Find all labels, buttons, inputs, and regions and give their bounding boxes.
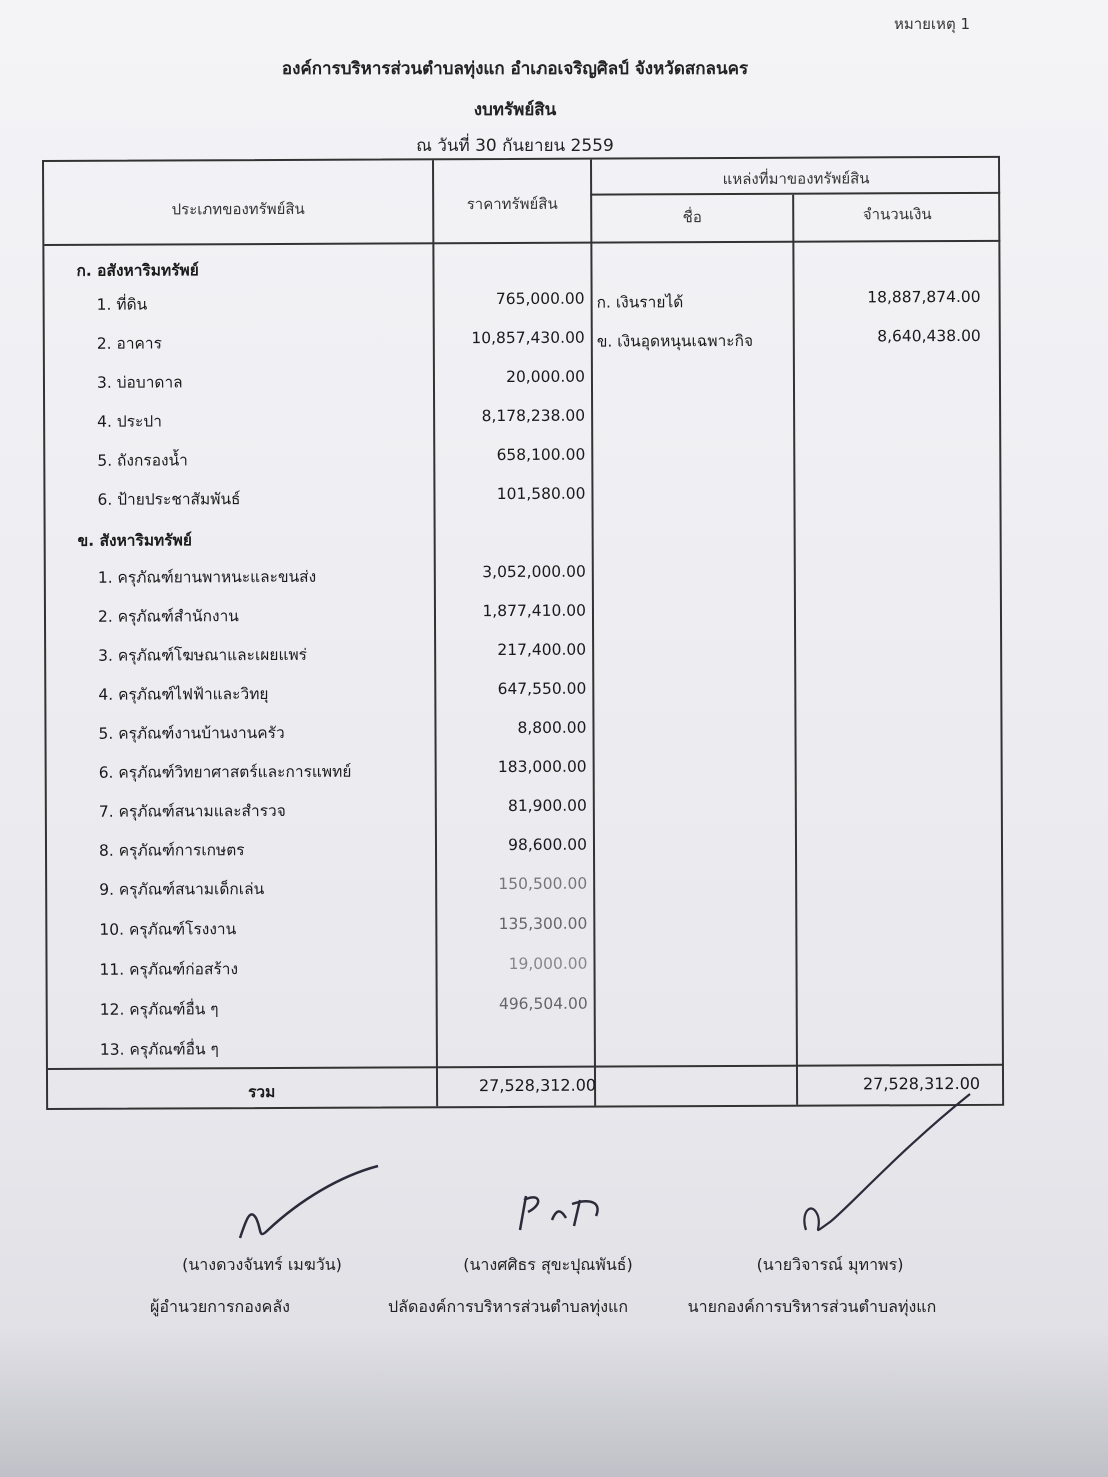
table-row (46, 600, 1004, 642)
table-row (45, 327, 1003, 369)
table-row (45, 288, 1003, 330)
signature-1-icon (240, 1166, 378, 1238)
asset-value: 658,100.00 (496, 445, 586, 465)
asset-value: 10,857,430.00 (471, 328, 585, 348)
header-asset-price: ราคาทรัพย์สิน (466, 194, 558, 214)
table-row (45, 444, 1003, 486)
header-asset-source: แหล่งที่มาของทรัพย์สิน (722, 169, 870, 189)
total-value: 27,528,312.00 (478, 1075, 597, 1096)
asset-value: 8,800.00 (517, 718, 587, 737)
asset-name: 6. ครุภัณฑ์วิทยาศาสตร์และการแพทย์ (98, 762, 352, 782)
table-row (47, 953, 1005, 995)
asset-value: 3,052,000.00 (482, 562, 586, 582)
statement-date: ณ วันที่ 30 กันยายน 2559 (416, 136, 614, 156)
table-row (46, 561, 1004, 603)
asset-name: 11. ครุภัณฑ์ก่อสร้าง (99, 960, 239, 979)
group-movable-heading: ข. สังหาริมทรัพย์ (77, 531, 192, 550)
signature-1-title: ผู้อำนวยการกองคลัง (150, 1297, 290, 1316)
asset-name: 7. ครุภัณฑ์สนามและสำรวจ (98, 801, 286, 821)
table-row (45, 405, 1003, 447)
table-row (47, 913, 1005, 955)
source-amount: 8,640,438.00 (877, 326, 981, 346)
note-label: หมายเหตุ 1 (893, 15, 970, 33)
asset-name: 3. บ่อบาดาล (96, 373, 183, 392)
source-name: ก. เงินรายได้ (596, 293, 684, 312)
header-bottom-line (44, 240, 1000, 246)
asset-name: 5. ถังกรองน้ำ (97, 451, 188, 470)
asset-value (446, 1035, 588, 1036)
asset-value: 496,504.00 (498, 994, 588, 1014)
table-row (47, 834, 1005, 876)
signature-1-name: (นางดวงจันทร์ เมฆวัน) (182, 1255, 342, 1274)
asset-value: 101,580.00 (496, 484, 586, 504)
asset-name: 12. ครุภัณฑ์อื่น ๆ (99, 1000, 219, 1019)
signature-marks (0, 1080, 1108, 1260)
asset-name: 3. ครุภัณฑ์โฆษณาและเผยแพร่ (98, 645, 308, 665)
table-row (47, 795, 1005, 837)
asset-name: 1. ที่ดิน (96, 295, 148, 314)
header-source-name: ชื่อ (682, 208, 702, 227)
asset-name: 2. อาคาร (96, 334, 162, 353)
asset-name: 4. ครุภัณฑ์ไฟฟ้าและวิทยุ (98, 685, 269, 704)
table-row (46, 639, 1004, 681)
asset-value: 183,000.00 (497, 757, 587, 777)
asset-value: 20,000.00 (506, 367, 585, 386)
subheader-line (590, 192, 1000, 196)
statement-title: งบทรัพย์สิน (473, 100, 557, 120)
header-source-amount: จำนวนเงิน (862, 205, 932, 224)
asset-value: 217,400.00 (497, 640, 587, 660)
signature-2-icon (520, 1196, 598, 1230)
total-label: รวม (248, 1082, 276, 1102)
table-row (45, 483, 1003, 525)
signature-2-title: ปลัดองค์การบริหารส่วนตำบลทุ่งแก (388, 1297, 628, 1316)
org-heading: องค์การบริหารส่วนตำบลทุ่งแก อำเภอเจริญศิลป์ จังหวัดสกลนคร (281, 59, 749, 79)
signature-2-name: (นางศศิธร สุขะปุณพันธ์) (463, 1255, 633, 1274)
asset-value: 8,178,238.00 (481, 406, 586, 426)
asset-name: 1. ครุภัณฑ์ยานพาหนะและขนส่ง (97, 567, 317, 587)
table-row (47, 873, 1005, 915)
asset-name: 4. ประปา (97, 412, 162, 431)
asset-value: 1,877,410.00 (482, 601, 587, 621)
asset-name: 13. ครุภัณฑ์อื่น ๆ (99, 1040, 219, 1059)
page-shadow (0, 1330, 1108, 1477)
asset-value: 135,300.00 (498, 914, 588, 934)
table-row (48, 1033, 1006, 1075)
asset-value: 19,000.00 (508, 954, 588, 973)
asset-value: 81,900.00 (507, 796, 587, 815)
asset-name: 6. ป้ายประชาสัมพันธ์ (97, 490, 241, 509)
asset-name: 5. ครุภัณฑ์งานบ้านงานครัว (98, 723, 285, 743)
table-row (46, 678, 1004, 720)
group-immovable-heading: ก. อสังหาริมทรัพย์ (76, 261, 199, 280)
asset-name: 10. ครุภัณฑ์โรงงาน (99, 920, 237, 939)
signature-3-title: นายกองค์การบริหารส่วนตำบลทุ่งแก (687, 1297, 937, 1316)
table-row (47, 756, 1005, 798)
header-asset-type: ประเภทของทรัพย์สิน (171, 199, 305, 219)
table-row (46, 717, 1004, 759)
asset-table (42, 156, 1004, 1110)
asset-value: 98,600.00 (508, 835, 588, 854)
asset-value: 150,500.00 (498, 874, 588, 894)
asset-name: 8. ครุภัณฑ์การเกษตร (98, 841, 245, 860)
signature-3-name: (นายวิจารณ์ มุทาพร) (756, 1255, 904, 1274)
source-name: ข. เงินอุดหนุนเฉพาะกิจ (596, 331, 754, 351)
total-amount: 27,528,312.00 (862, 1073, 981, 1094)
signature-3-icon (804, 1094, 970, 1230)
asset-name: 9. ครุภัณฑ์สนามเด็กเล่น (99, 880, 265, 899)
table-row (48, 993, 1006, 1035)
asset-value: 765,000.00 (495, 289, 585, 309)
source-amount: 18,887,874.00 (867, 287, 981, 307)
asset-value: 647,550.00 (497, 679, 587, 699)
table-row (45, 366, 1003, 408)
asset-name: 2. ครุภัณฑ์สำนักงาน (97, 607, 239, 626)
